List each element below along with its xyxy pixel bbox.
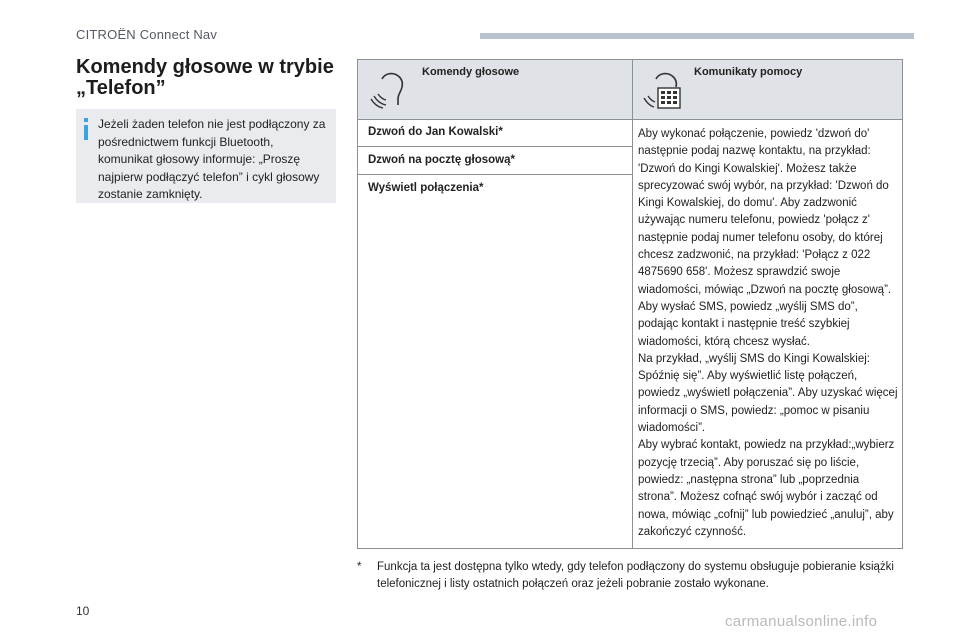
section-title-line-1: Komendy głosowe w trybie [76,56,334,78]
footnote-mark: * [357,561,362,573]
row-divider [358,174,632,175]
row-divider [358,146,632,147]
column-divider [632,60,633,548]
watermark: carmanualsonline.info [725,613,878,630]
help-text: Aby wykonać połączenie, powiedz 'dzwoń do' następnie podaj nazwę kontaktu, na przykład: 'Dzwoń do Kingi Kowalskiej'. Możesz także sprecyzować swój wybór, na przykład: 'Dzwoń do Kingi Kowalskiej, do domu'. Aby zadzwonić używając numeru telefonu, powiedz 'połącz z' następnie podaj numer telefonu osoby, do której chcesz zadzwonić, na przykład: 'Połącz z 022 4875690 658'. Możesz sprawdzić swoje wiadomości, mówiąc „Dzwoń na pocztę głosową”. Aby wysłać SMS, powiedz „wyślij SMS do”, podając kontakt i następnie treść szybkiej wiadomości, którą chcesz wysłać. Na przykład, „wyślij SMS do Kingi Kowalskiej: Spóźnię się”. Aby wyświetlić listę połączeń, powiedz „wyświetl połączenia”. Aby uzyskać więcej informacji o SMS, powiedz: „pomoc w pisaniu wiadomości”. Aby wybrać kontakt, powiedz na przykład:„wybierz pozycję trzecią”. Aby poruszać się po liście, powiedz: „następna strona” lub „poprzednia strona”. Możesz cofnąć swój wybór i zacząć od nowa, mówiąc „cofnij” lub powiedzieć „anuluj”, aby zakończyć czynność. [638,128,898,538]
header-bar [480,33,914,39]
page-number: 10 [76,604,90,618]
command-show-calls: Wyświetl połączenia* [368,182,484,194]
section-title [76,57,346,99]
command-call-contact: Dzwoń do Jan Kowalski* [368,126,503,138]
voice-help-keypad-icon [640,68,684,117]
note-text: Jeżeli żaden telefon nie jest podłączony za pośrednictwem funkcji Bluetooth, komunikat głosowy informuje: „Proszę najpierw podłączyć telefon” i cykl głosowy zostanie zamknięty. [98,117,326,201]
voice-command-icon [368,68,408,115]
col1-header: Komendy głosowe [422,66,520,78]
info-icon [84,118,88,140]
header-title: CITROËN Connect Nav [76,27,218,42]
command-call-voicemail: Dzwoń na pocztę głosową* [368,154,515,166]
footnote-text: Funkcja ta jest dostępna tylko wtedy, gdy telefon podłączony do systemu obsługuje pobieranie książki telefonicznej i listy ostatnich połączeń oraz jeżeli pobranie zostało wykonane. [377,561,894,590]
table-header [358,60,902,120]
col2-header: Komunikaty pomocy [694,66,803,78]
section-title-line-2: „Telefon” [76,77,166,99]
note-box [76,109,336,203]
voice-commands-table [357,59,903,549]
